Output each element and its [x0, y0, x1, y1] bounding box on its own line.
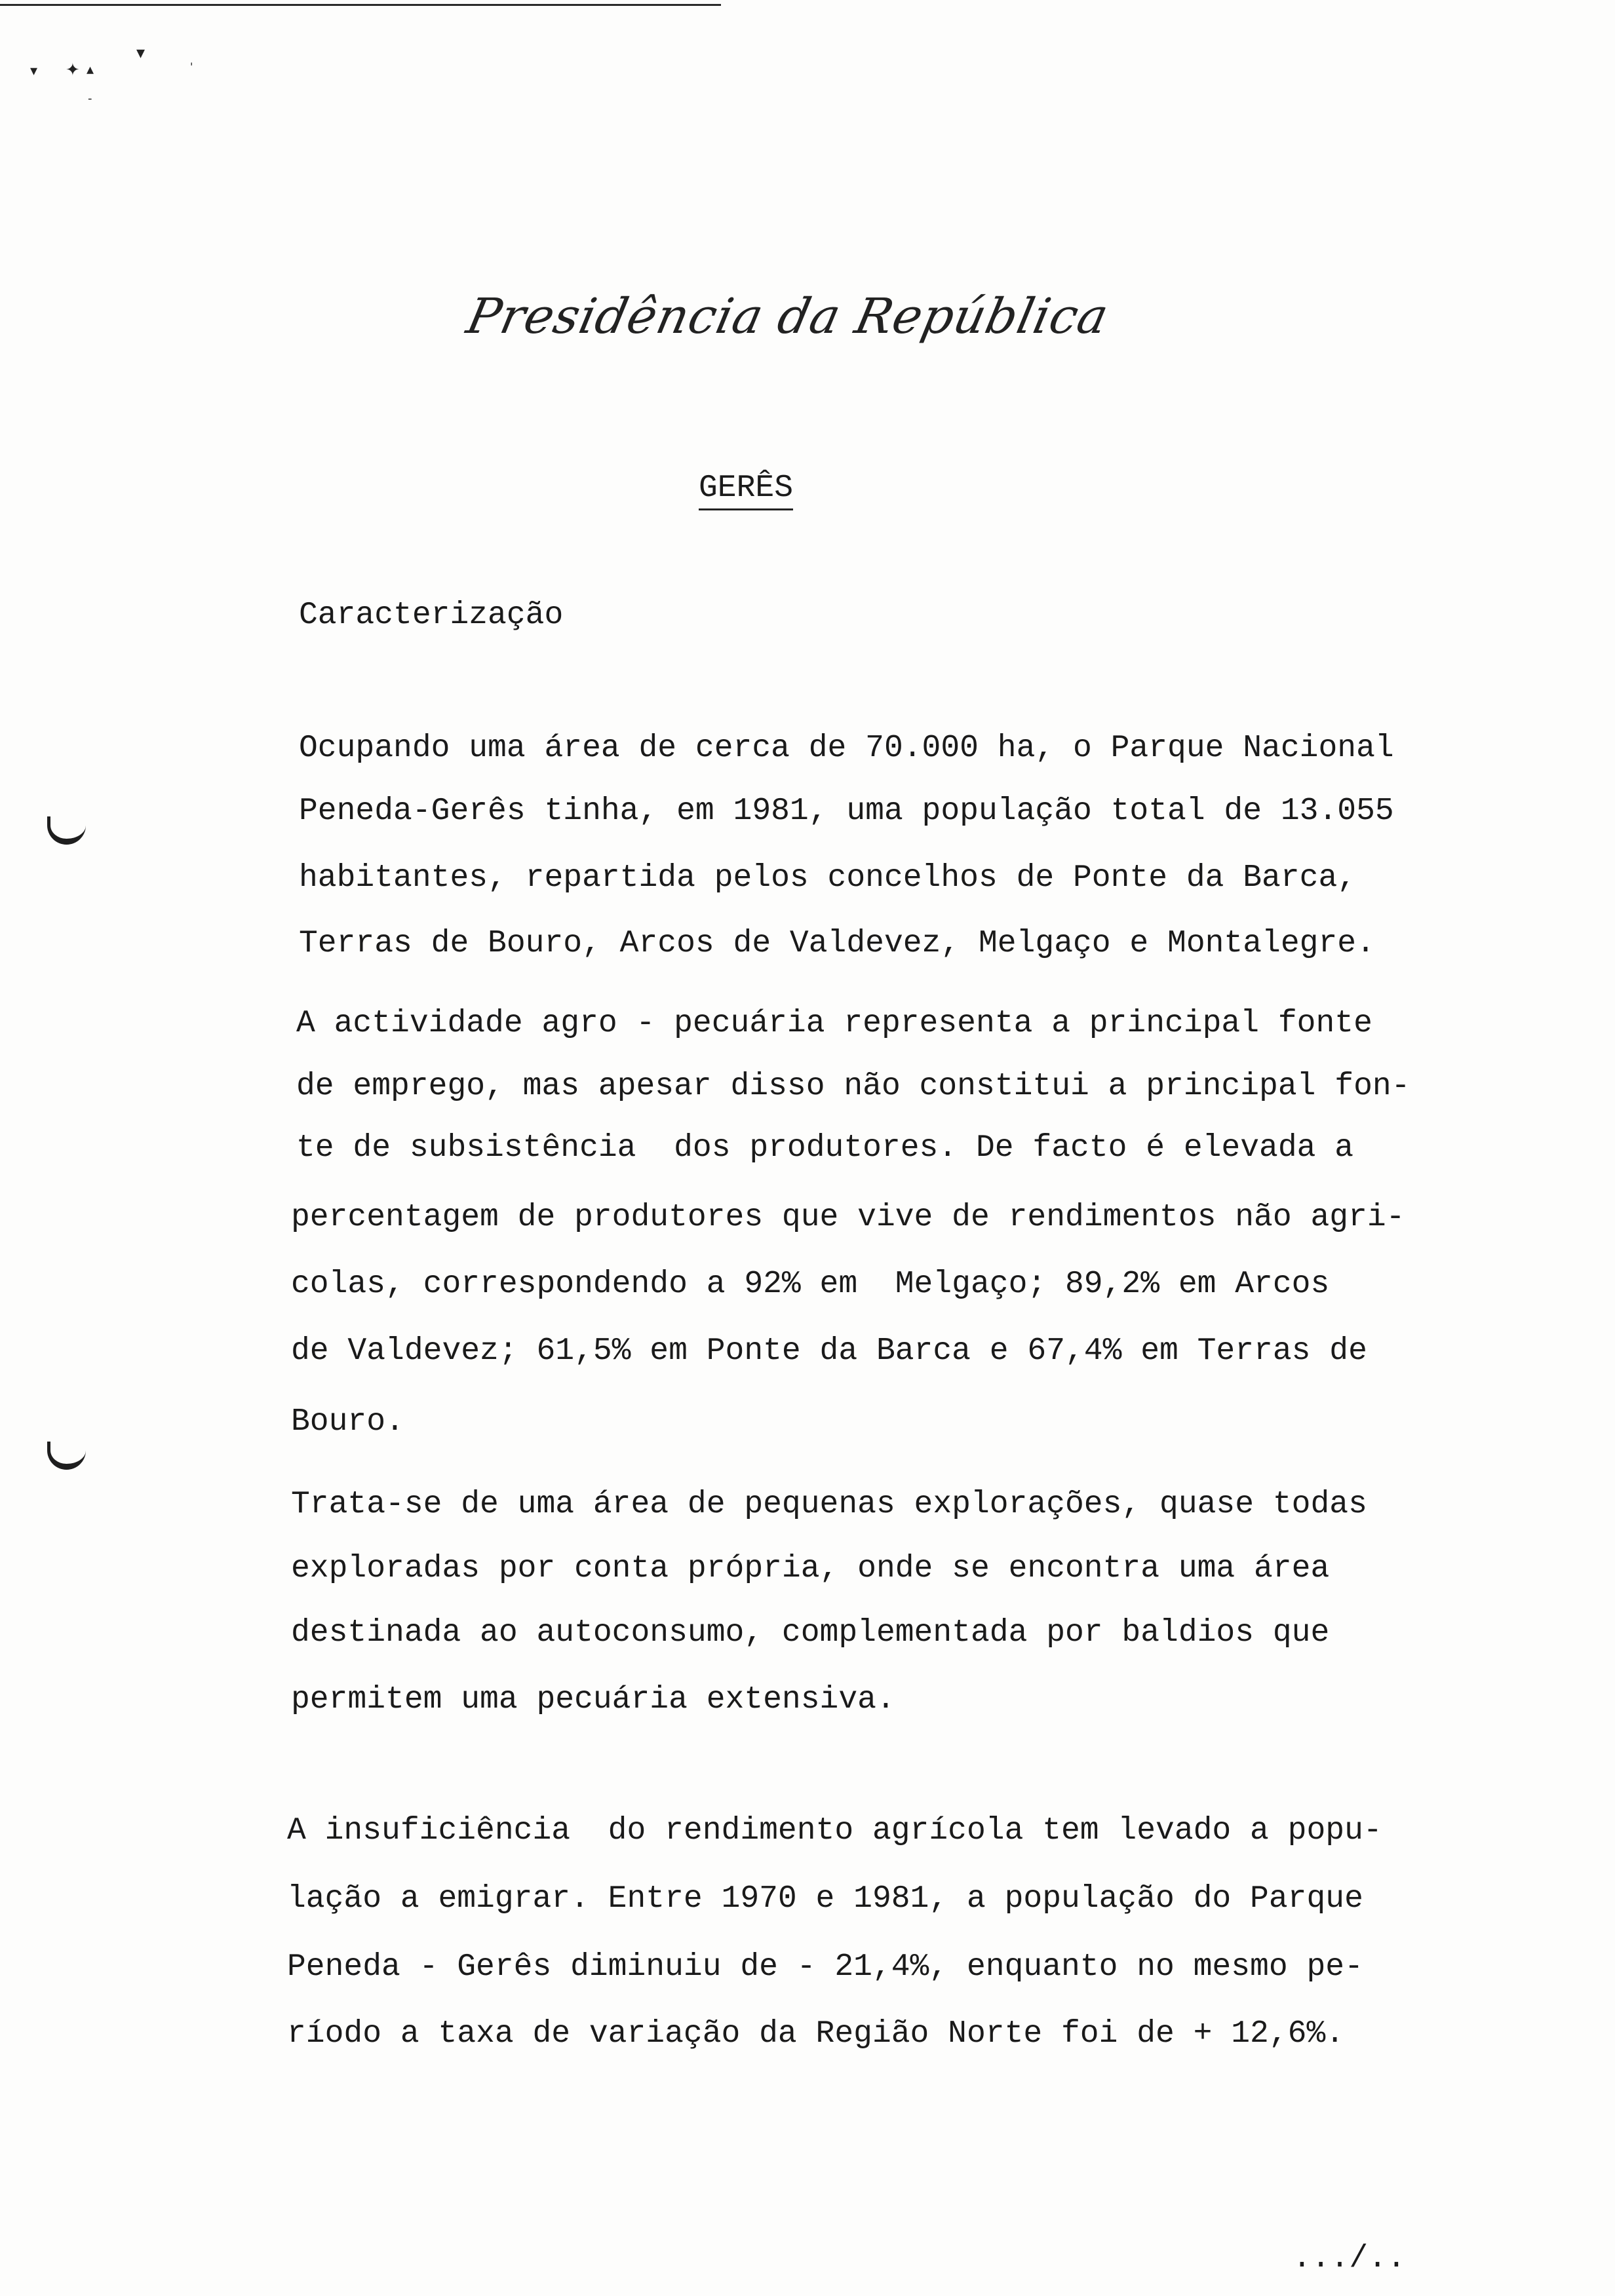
page-title: [0, 470, 1553, 506]
scan-speck: ▾: [136, 43, 146, 63]
paragraph-2-line-4: percentagem de produtores que vive de rendimentos não agri-: [291, 1200, 1405, 1235]
scan-speck: -: [88, 92, 92, 105]
paragraph-1-line-2: Peneda-Gerês tinha, em 1981, uma população total de 13.055: [299, 794, 1394, 829]
paragraph-3-line-4: permitem uma pecuária extensiva.: [291, 1682, 895, 1717]
paragraph-1-line-4: Terras de Bouro, Arcos de Valdevez, Melgaço e Montalegre.: [299, 926, 1375, 961]
scan-speck: ✦: [66, 60, 80, 80]
paragraph-1-line-3: habitantes, repartida pelos concelhos de Ponte da Barca,: [299, 860, 1357, 896]
letterhead: Presidência da República: [461, 288, 1114, 345]
scan-speck: ▾: [30, 63, 38, 79]
section-heading: Caracterização: [299, 598, 564, 633]
paragraph-2-line-1: A actividade agro - pecuária representa a principal fonte: [296, 1006, 1372, 1041]
top-rule: [0, 4, 721, 6]
paragraph-2-line-2: de emprego, mas apesar disso não constitui a principal fon-: [296, 1069, 1411, 1104]
scan-speck: ▴: [87, 62, 94, 78]
paragraph-2-line-5: colas, correspondendo a 92% em Melgaço; 89,2% em Arcos: [291, 1267, 1330, 1302]
paragraph-4-line-4: ríodo a taxa de variação da Região Norte foi de + 12,6%.: [287, 2016, 1345, 2052]
paragraph-2-line-7: Bouro.: [291, 1404, 404, 1440]
paragraph-4-line-2: lação a emigrar. Entre 1970 e 1981, a população do Parque: [287, 1881, 1363, 1917]
paragraph-3-line-1: Trata-se de uma área de pequenas explorações, quase todas: [291, 1487, 1367, 1522]
paragraph-2-line-6: de Valdevez; 61,5% em Ponte da Barca e 67,4% em Terras de: [291, 1333, 1367, 1369]
paragraph-3-line-3: destinada ao autoconsumo, complementada por baldios que: [291, 1615, 1330, 1651]
continuation-mark: .../..: [1293, 2241, 1406, 2276]
paragraph-1-line-1: Ocupando uma área de cerca de 70.000 ha, o Parque Nacional: [299, 731, 1394, 766]
paragraph-4-line-3: Peneda - Gerês diminuiu de - 21,4%, enquanto no mesmo pe-: [287, 1949, 1363, 1985]
paragraph-3-line-2: exploradas por conta própria, onde se encontra uma área: [291, 1551, 1330, 1586]
paragraph-4-line-1: A insuficiência do rendimento agrícola tem levado a popu-: [287, 1813, 1382, 1848]
paragraph-2-line-3: te de subsistência dos produtores. De facto é elevada a: [296, 1130, 1354, 1166]
page-title-text: GERÊS: [699, 470, 793, 510]
scan-speck: ': [190, 60, 193, 73]
binding-mark: [47, 1442, 86, 1470]
binding-mark: [47, 816, 86, 845]
